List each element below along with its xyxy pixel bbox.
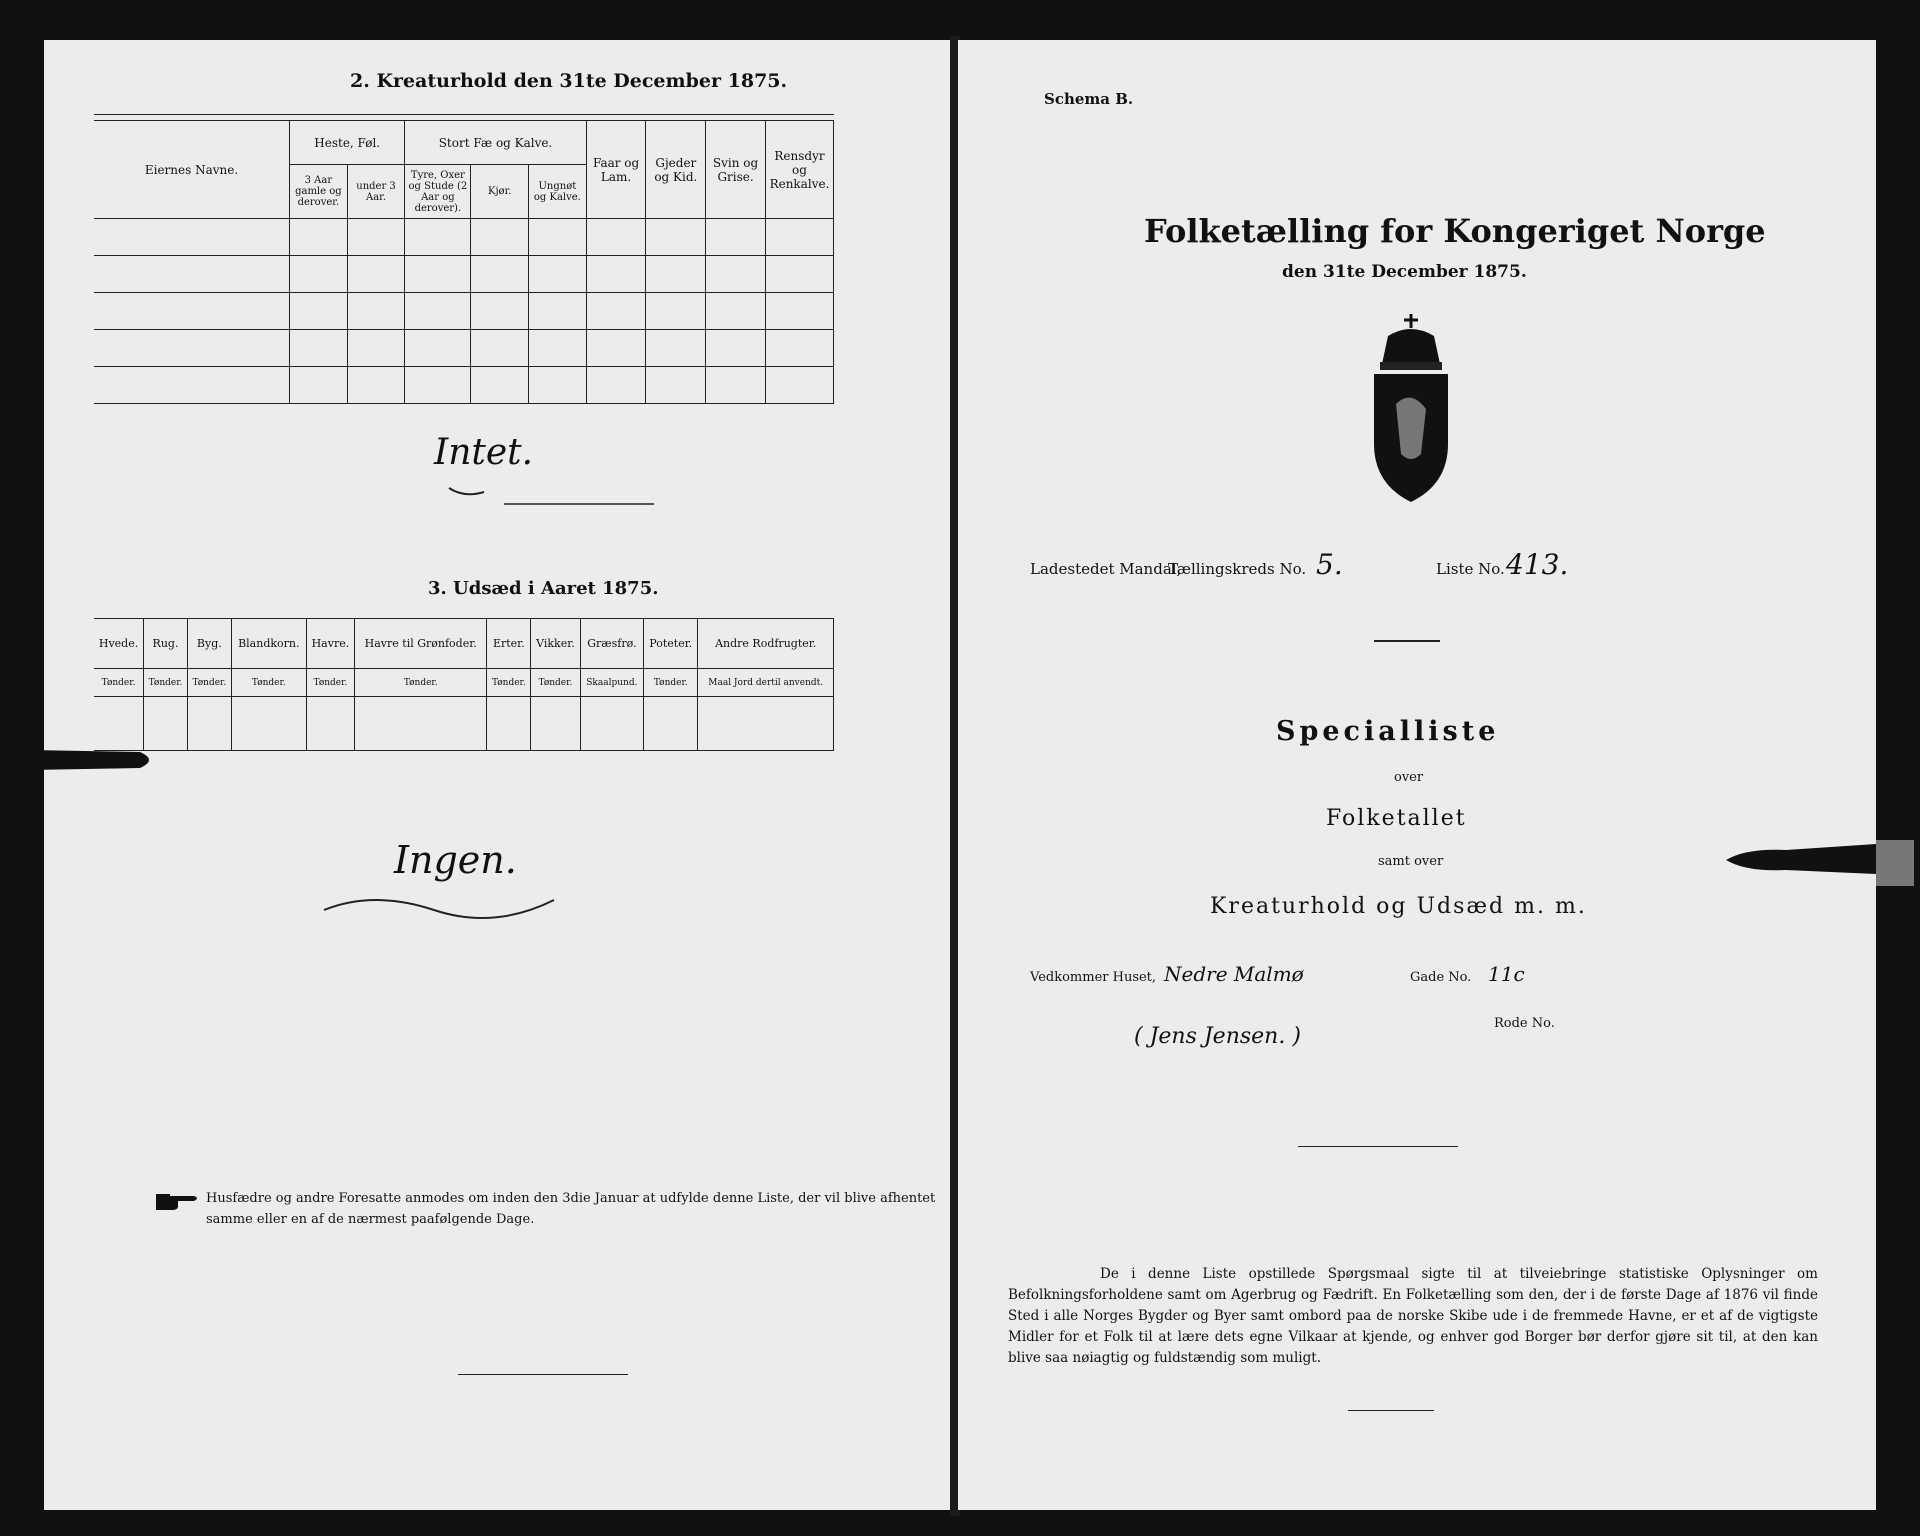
house-label: Vedkommer Huset, xyxy=(1030,970,1157,985)
coat-of-arms-icon xyxy=(1366,314,1456,504)
unit-cell: Maal Jord dertil anvendt. xyxy=(698,669,834,697)
owner-value: ( Jens Jensen. ) xyxy=(1134,1024,1301,1049)
section3-title: 3. Udsæd i Aaret 1875. xyxy=(428,578,659,599)
district-label: Tællingskreds No. xyxy=(1168,560,1307,578)
section3-handwritten: Ingen. xyxy=(394,838,517,882)
schema-label: Schema B. xyxy=(1044,90,1134,108)
rule-mid xyxy=(1298,1146,1458,1147)
kreaturhold-label: Kreaturhold og Udsæd m. m. xyxy=(1210,894,1587,919)
binding-clip-left xyxy=(30,740,160,780)
col-cattle-sub2: Kjør. xyxy=(471,165,529,219)
crop-header: Byg. xyxy=(187,619,231,669)
specialliste-heading: Specialliste xyxy=(1276,716,1500,747)
house-value: Nedre Malmø xyxy=(1164,962,1304,986)
section2-dash xyxy=(444,478,654,518)
col-sheep: Faar og Lam. xyxy=(586,121,646,219)
unit-cell: Tønder. xyxy=(187,669,231,697)
col-owner: Eiernes Navne. xyxy=(94,121,290,219)
crop-header: Hvede. xyxy=(94,619,144,669)
col-pigs: Svin og Grise. xyxy=(706,121,766,219)
pointing-hand-icon xyxy=(154,1188,202,1214)
list-value: 413. xyxy=(1506,548,1569,581)
section2-title: 2. Kreaturhold den 31te December 1875. xyxy=(350,70,788,92)
section3-flourish xyxy=(314,880,574,940)
unit-cell: Skaalpund. xyxy=(580,669,644,697)
col-cattle: Stort Fæ og Kalve. xyxy=(405,121,586,165)
crop-header: Havre. xyxy=(306,619,354,669)
col-horses: Heste, Føl. xyxy=(290,121,405,165)
unit-cell: Tønder. xyxy=(144,669,188,697)
unit-cell: Tønder. xyxy=(231,669,306,697)
notice-text: Husfædre og andre Foresatte anmodes om inden den 3die Januar at udfylde denne Liste, der vil blive afhentet samme eller en af de nærmest paafølgende Dage. xyxy=(206,1191,936,1227)
unit-cell: Tønder. xyxy=(531,669,580,697)
col-reindeer: Rensdyr og Renkalve. xyxy=(765,121,833,219)
crop-header: Græsfrø. xyxy=(580,619,644,669)
crop-header: Vikker. xyxy=(531,619,580,669)
gade-label: Gade No. xyxy=(1410,970,1472,985)
crop-header: Rug. xyxy=(144,619,188,669)
crop-header: Erter. xyxy=(487,619,531,669)
section2-handwritten: Intet. xyxy=(434,432,534,473)
list-label: Liste No. xyxy=(1436,560,1505,578)
unit-cell: Tønder. xyxy=(487,669,531,697)
right-page xyxy=(958,40,1876,1510)
samt-over-label: samt over xyxy=(1378,854,1444,869)
main-title: Folketælling for Kongeriget Norge xyxy=(1144,212,1766,250)
date-line: den 31te December 1875. xyxy=(1282,262,1527,282)
crop-header: Havre til Grønfoder. xyxy=(355,619,487,669)
rode-label: Rode No. xyxy=(1494,1016,1555,1031)
crop-header: Andre Rodfrugter. xyxy=(698,619,834,669)
rule-bottom xyxy=(1348,1410,1434,1411)
crop-header: Blandkorn. xyxy=(231,619,306,669)
binding-clip-right xyxy=(1726,830,1916,900)
col-horses-sub2: under 3 Aar. xyxy=(347,165,405,219)
unit-cell: Tønder. xyxy=(94,669,144,697)
title-divider xyxy=(1374,640,1440,642)
folketallet-label: Folketallet xyxy=(1326,806,1467,831)
place-label: Ladestedet Mandal, xyxy=(1030,560,1182,578)
over-label: over xyxy=(1394,770,1424,785)
left-page xyxy=(44,40,952,1510)
gade-value: 11c xyxy=(1488,962,1525,986)
unit-cell: Tønder. xyxy=(644,669,698,697)
unit-cell: Tønder. xyxy=(355,669,487,697)
col-horses-sub1: 3 Aar gamle og derover. xyxy=(290,165,348,219)
footer-text: De i denne Liste opstillede Spørgsmaal sigte til at tilveiebringe statistiske Oplysninger om Befolkningsforholdene samt om Agerbrug og Fædrift. En Folketælling som den, der i de første Dage af 1876 vil finde Sted i alle Norges Bygder og Byer samt ombord paa de norske Skibe ude i de fremmede Havne, er et af de vigtigste Midler for et Folk til at lære dets egne Vilkaar at kjende, og enhver god Borger bør derfor gjøre sit til, at den kan blive saa nøiagtig og fuldstændig som muligt. xyxy=(1008,1266,1818,1366)
livestock-table xyxy=(94,114,834,404)
unit-cell: Tønder. xyxy=(306,669,354,697)
seed-table xyxy=(94,618,834,751)
col-cattle-sub3: Ungnøt og Kalve. xyxy=(529,165,587,219)
crop-header: Poteter. xyxy=(644,619,698,669)
col-cattle-sub1: Tyre, Oxer og Stude (2 Aar og derover). xyxy=(405,165,471,219)
col-goats: Gjeder og Kid. xyxy=(646,121,706,219)
district-value: 5. xyxy=(1316,548,1343,581)
bottom-rule-left xyxy=(458,1374,628,1375)
